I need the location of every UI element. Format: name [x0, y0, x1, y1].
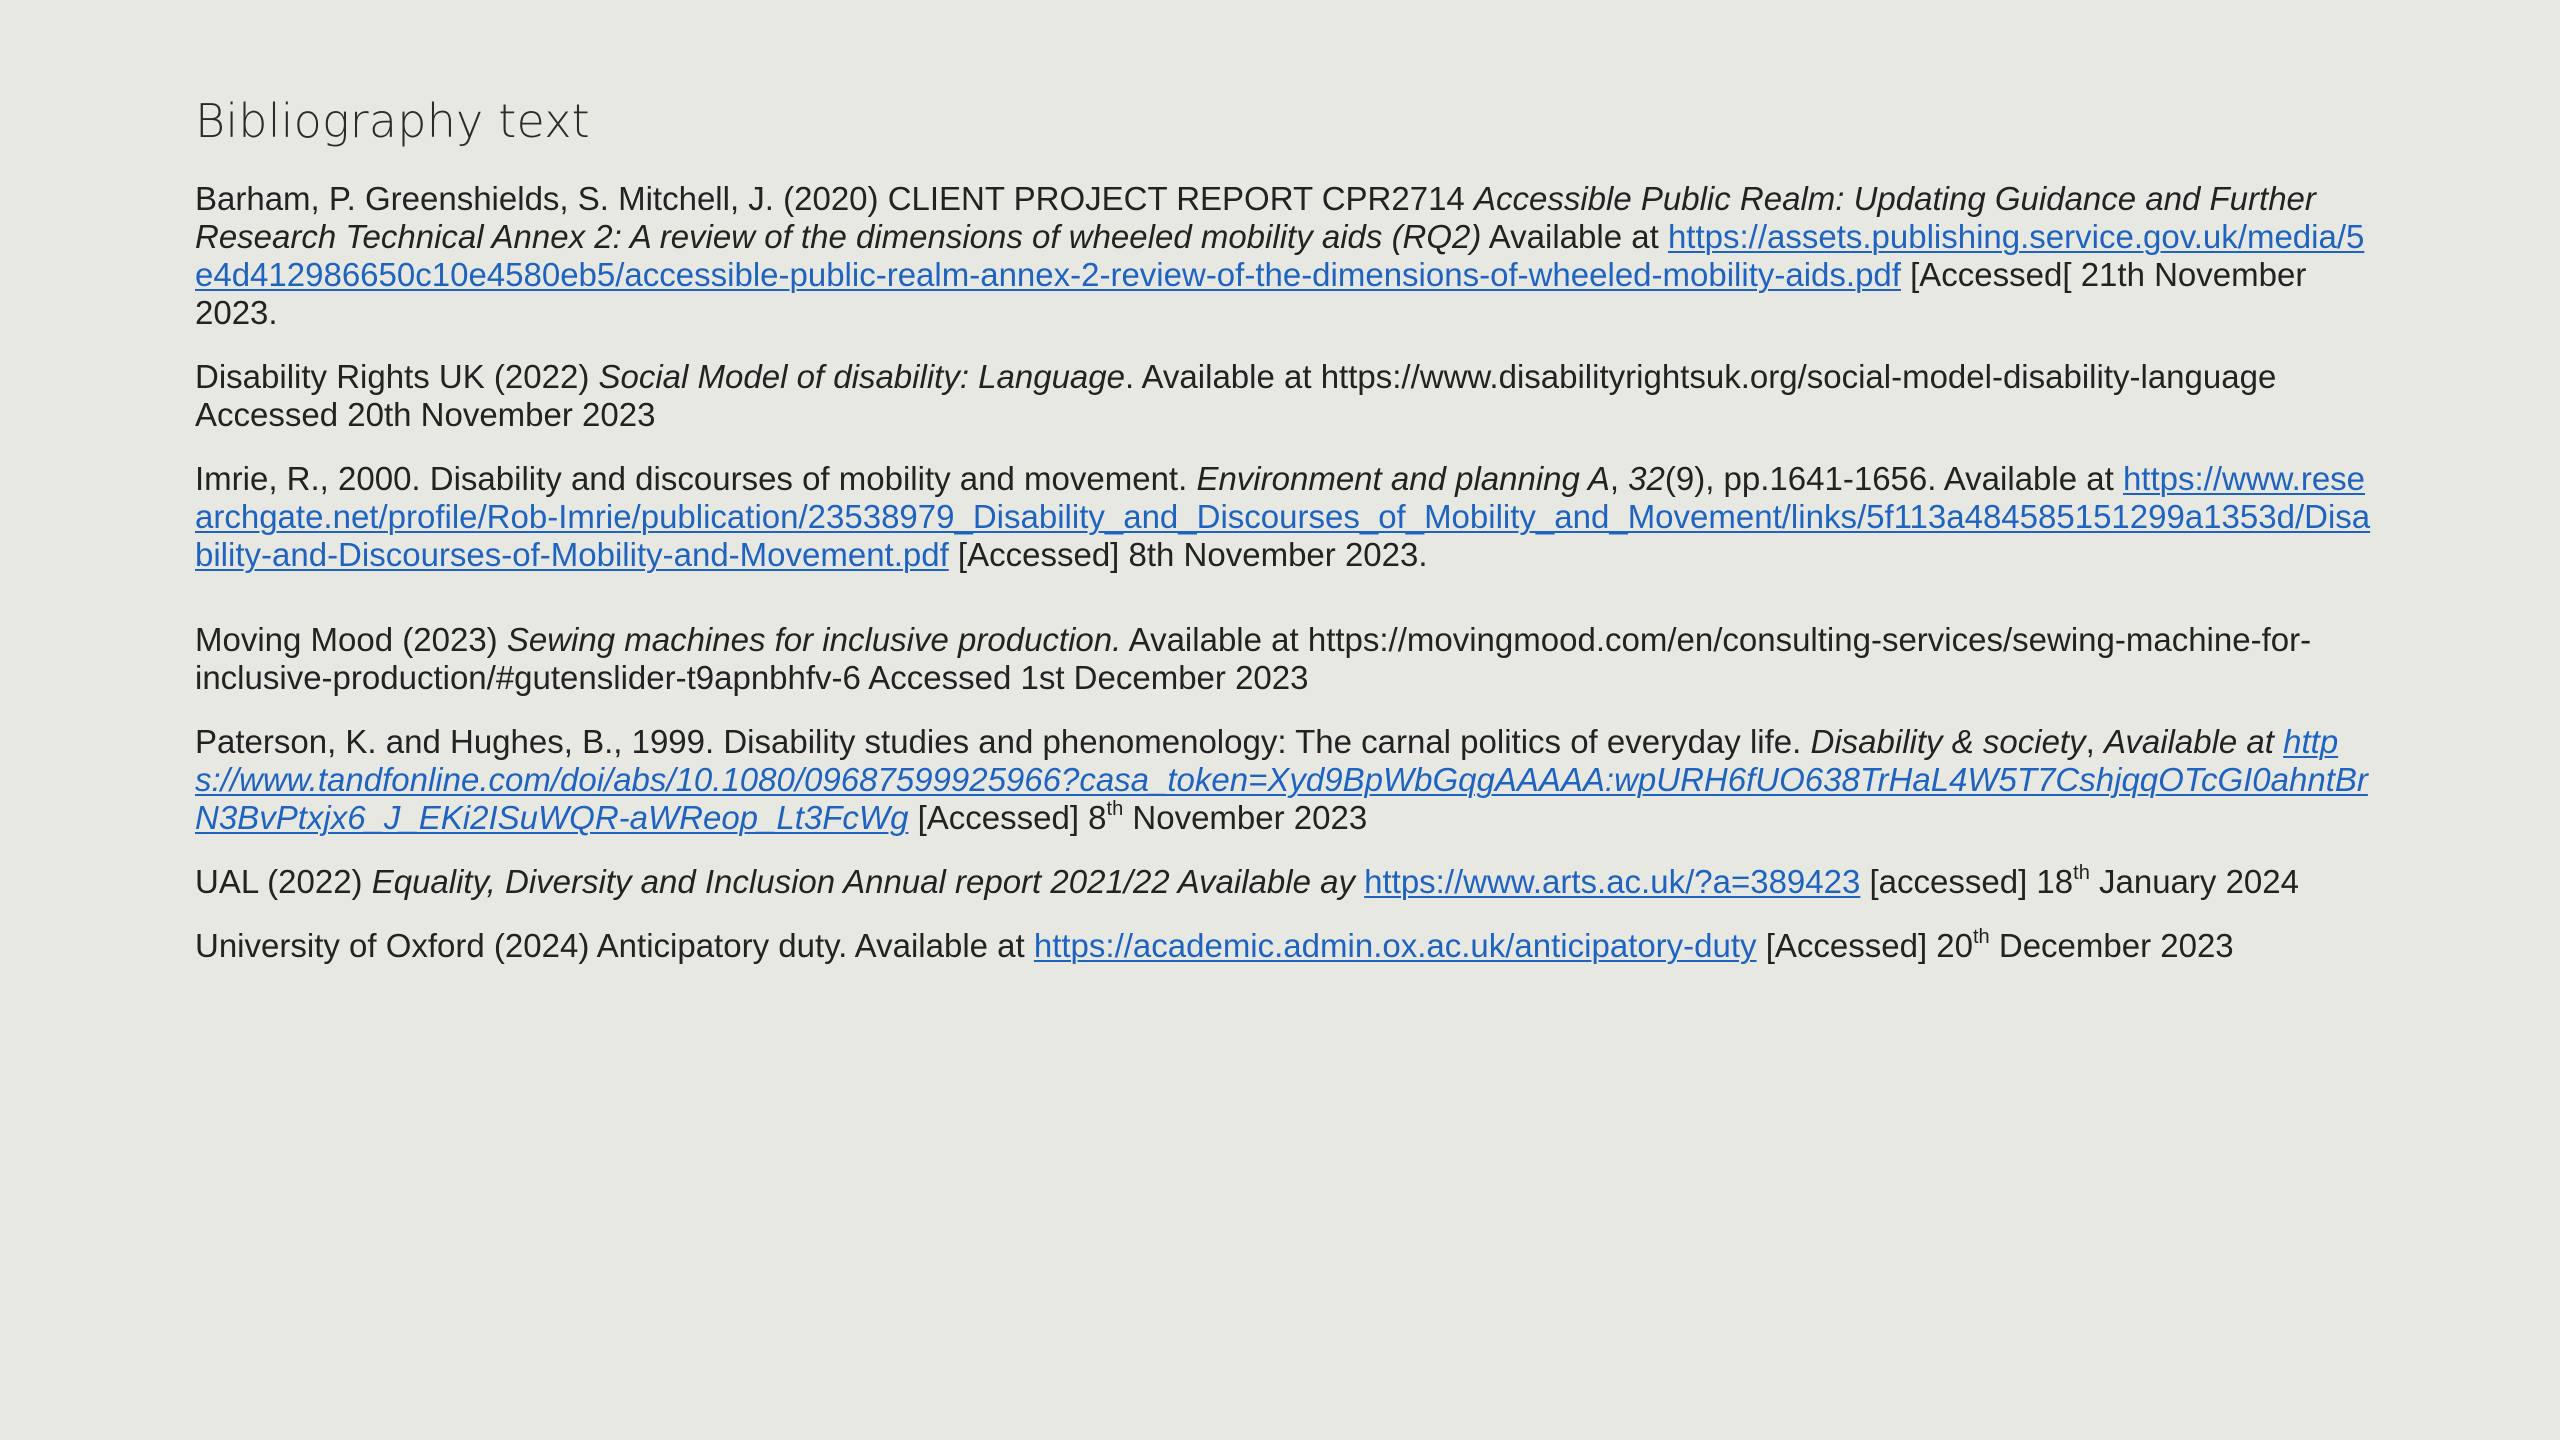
reference-accessed: November 2023 — [1123, 799, 1368, 836]
reference-text: Available at — [1481, 218, 1668, 255]
reference-accessed: [Accessed] 8 — [908, 799, 1107, 836]
reference-link[interactable]: https://www.tandfonline.com/doi/abs/10.1080/09687599925966?casa_token=Xyd9BpWbGqgAAAAA:wpURH6fUO638TrHaL4W5T7CshjqqOTcGI0ahntBrN3BvPtxjx6_J_EKi2ISuWQR-aWReop_Lt3FcWg — [195, 723, 2368, 836]
reference-item — [195, 621, 2375, 697]
reference-link[interactable]: https://www.arts.ac.uk/?a=389423 — [1364, 863, 1861, 900]
reference-text: , — [1609, 460, 1629, 497]
reference-link[interactable]: https://www.researchgate.net/profile/Rob-Imrie/publication/23538979_Disability_and_Discourses_of_Mobility_and_Movement/links/5f113a484585151299a1353d/Disability-and-Discourses-of-Mobility-and-Movement.pdf — [195, 460, 2371, 573]
ordinal-suffix: th — [1106, 798, 1124, 820]
reference-link[interactable]: https://assets.publishing.service.gov.uk/media/5e4d412986650c10e4580eb5/accessible-public-realm-annex-2-review-of-the-dimensions-of-wheeled-mobility-aids.pdf — [195, 218, 2365, 293]
reference-available: Available at — [2103, 723, 2274, 760]
ordinal-suffix: th — [2073, 862, 2090, 884]
reference-text: University of Oxford (2024) Anticipatory duty. Available at — [195, 927, 1034, 964]
reference-accessed: December 2023 — [1989, 927, 2234, 964]
reference-text: Disability Rights UK (2022) — [195, 358, 599, 395]
reference-item — [195, 460, 2375, 574]
reference-accessed: [Accessed] 20 — [1756, 927, 1973, 964]
reference-title: Accessible Public Realm: Updating Guidance and Further Research Technical Annex 2: A review of the dimensions of wheeled mobility aids (RQ2) — [195, 180, 2316, 255]
reference-volume: 32 — [1628, 460, 1665, 497]
reference-text: . Available at https://www.disabilityrightsuk.org/social-model-disability-language Accessed 20th November 2023 — [195, 358, 2277, 433]
reference-text: Moving Mood (2023) — [195, 621, 507, 658]
reference-accessed: January 2024 — [2089, 863, 2299, 900]
reference-title: Social Model of disability: Language — [598, 358, 1125, 395]
reference-text: Imrie, R., 2000. Disability and discourses of mobility and movement. — [195, 460, 1197, 497]
reference-item — [195, 180, 2375, 332]
reference-accessed: [Accessed] 8th November 2023. — [948, 536, 1428, 573]
reference-text: Paterson, K. and Hughes, B., 1999. Disability studies and phenomenology: The carnal politics of everyday life. — [195, 723, 1811, 760]
reference-text: UAL (2022) — [195, 863, 372, 900]
reference-text: , — [2085, 723, 2104, 760]
reference-item — [195, 723, 2375, 837]
reference-title: Equality, Diversity and Inclusion Annual report 2021/22 Available ay — [371, 863, 1355, 900]
reference-text: Barham, P. Greenshields, S. Mitchell, J. (2020) CLIENT PROJECT REPORT CPR2714 — [195, 180, 1474, 217]
reference-accessed: [Accessed[ 21th November 2023. — [195, 256, 2307, 331]
reference-title: Sewing machines for inclusive production. — [506, 621, 1122, 658]
reference-item — [195, 358, 2375, 434]
reference-accessed: [accessed] 18 — [1860, 863, 2074, 900]
ordinal-suffix: th — [1973, 926, 1990, 948]
reference-text: Available at https://movingmood.com/en/consulting-services/sewing-machine-for-inclusive-production/#gutenslider-t9apnbhfv-6 Accessed 1st December 2023 — [195, 621, 2312, 696]
reference-list — [195, 180, 2375, 991]
reference-journal: Environment and planning A — [1196, 460, 1610, 497]
slide-title: Bibliography text — [195, 94, 590, 148]
reference-item — [195, 927, 2375, 965]
reference-text: (9), pp.1641-1656. Available at — [1664, 460, 2123, 497]
reference-journal: Disability & society — [1810, 723, 2086, 760]
reference-link[interactable]: https://academic.admin.ox.ac.uk/anticipatory-duty — [1033, 927, 1757, 964]
reference-item — [195, 863, 2375, 901]
